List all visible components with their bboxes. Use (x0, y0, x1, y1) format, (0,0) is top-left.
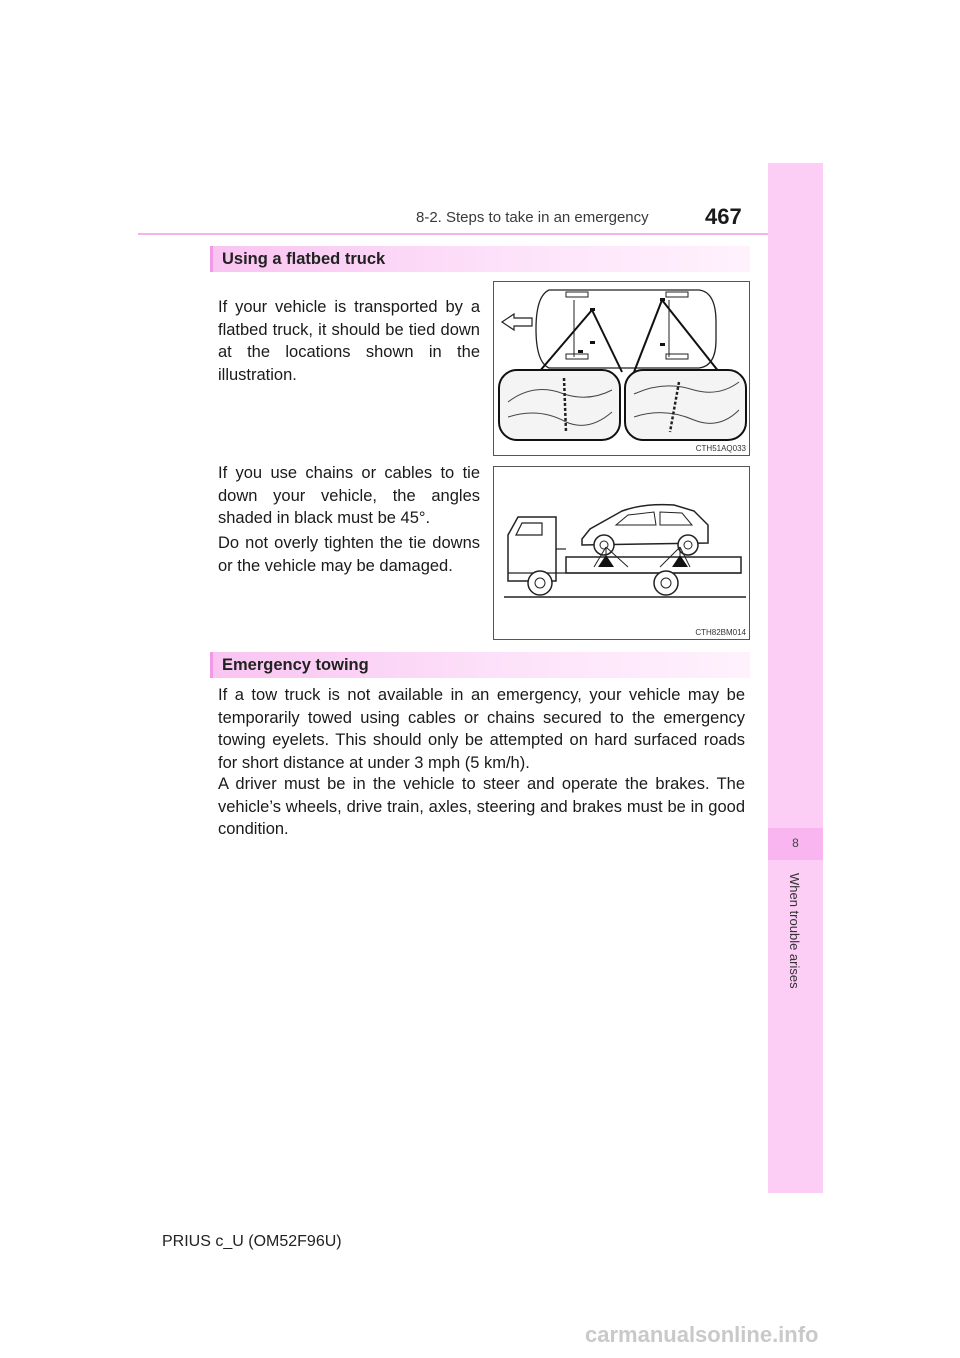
section-title: 8-2. Steps to take in an emergency (416, 209, 649, 226)
header-rule (138, 233, 823, 235)
flatbed-paragraph-2: If you use chains or cables to tie down your vehicle, the angles shaded in black must be 45°. (218, 464, 480, 527)
flatbed-paragraph-3: Do not overly tighten the tie downs or the vehicle may be damaged. (218, 534, 480, 575)
chapter-side-tab (768, 163, 823, 1193)
flatbed-truck-illustration (494, 467, 749, 639)
flatbed-truck-figure (493, 466, 750, 640)
flatbed-heading: Using a flatbed truck (222, 250, 386, 268)
watermark: carmanualsonline.info (585, 1322, 819, 1347)
tie-down-locations-figure (493, 281, 750, 456)
towing-paragraph-2: A driver must be in the vehicle to steer and operate the brakes. The vehicle’s wheels, drive train, axles, steering and brakes must be in good condition. (218, 775, 745, 838)
chapter-number: 8 (792, 836, 799, 850)
flatbed-paragraph-1: If your vehicle is transported by a flatbed truck, it should be tied down at the locations shown in the illustration. (218, 298, 480, 384)
figure-2-code: CTH82BM014 (695, 628, 746, 637)
chapter-title: When trouble arises (787, 873, 802, 989)
towing-heading: Emergency towing (222, 656, 369, 674)
figure-1-code: CTH51AQ033 (695, 444, 746, 453)
towing-paragraph-1: If a tow truck is not available in an emergency, your vehicle may be temporarily towed using cables or chains secured to the emergency towing eyelets. This should only be attempted on hard surfaced roads for short distance at under 3 mph (5 km/h). (218, 686, 745, 772)
tie-down-locations-illustration (494, 282, 749, 455)
page-number: 467 (705, 204, 742, 229)
footer-model: PRIUS c_U (OM52F96U) (162, 1233, 342, 1250)
